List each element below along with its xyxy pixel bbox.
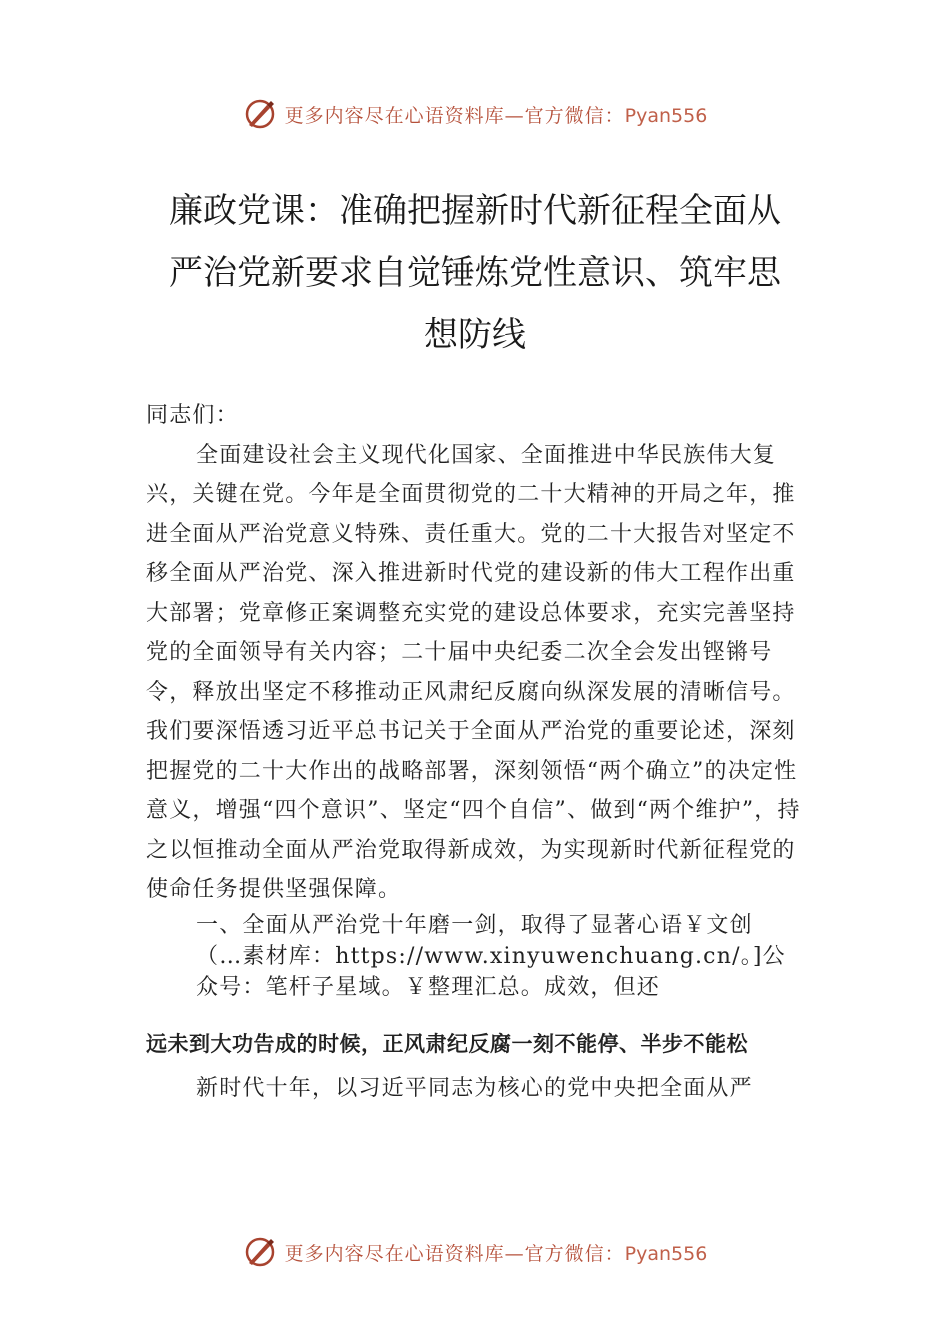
pen-logo-icon xyxy=(243,97,277,131)
pen-logo-icon xyxy=(243,1235,277,1269)
greeting: 同志们： xyxy=(146,403,239,428)
banner-text: 更多内容尽在心语资料库—官方微信：Pyan556 xyxy=(284,1242,708,1265)
paragraph-intro: 全面建设社会主义现代化国家、全面推进中华民族伟大复兴，关键在党。今年是全面贯彻党的二十大精神的开局之年，推进全面从严治党意义特殊、责任重大。党的二十大报告对坚定不移全面从严治党、深入推进新时代党的建设新的伟大工程作出重大部署；党章修正案调整充实党的建设总体要求，充实完善坚持党的全面领导有关内容；二十届中央纪委二次全会发出铿锵号令，释放出坚定不移推动正风肃纪反腐向纵深发展的清晰信号。我们要深悟透习近平总书记关于全面从严治党的重要论述，深刻把握党的二十大作出的战略部署，深刻领悟“两个确立”的决定性意义，增强“四个意识”、坚定“四个自信”、做到“两个维护”，持之以恒推动全面从严治党取得新成效，为实现新时代新征程党的使命任务提供坚强保障。 xyxy=(146,442,801,902)
paragraph-section-1: 新时代十年，以习近平同志为核心的党中央把全面从严 xyxy=(196,1075,753,1101)
section-note: （…素材库：https://www.xinyuwenchuang.cn/。]公众号：笔杆子星域。￥整理汇总。成效，但还 xyxy=(196,943,786,1000)
document-body xyxy=(146,396,808,1108)
title-line-3: 想防线 xyxy=(424,315,526,355)
section-heading: 一、全面从严治党十年磨一剑，取得了显著心语￥文创 xyxy=(196,912,753,938)
section-heading-bold: 远未到大功告成的时候，正风肃纪反腐一刻不能停、半步不能松 xyxy=(146,1031,748,1056)
page-title xyxy=(150,180,800,366)
banner-text: 更多内容尽在心语资料库—官方微信：Pyan556 xyxy=(284,104,708,127)
header-banner xyxy=(0,94,950,134)
title-line-2: 严治党新要求自觉锤炼党性意识、筑牢思 xyxy=(169,253,781,293)
title-line-1: 廉政党课：准确把握新时代新征程全面从 xyxy=(169,191,781,231)
footer-banner xyxy=(0,1232,950,1272)
